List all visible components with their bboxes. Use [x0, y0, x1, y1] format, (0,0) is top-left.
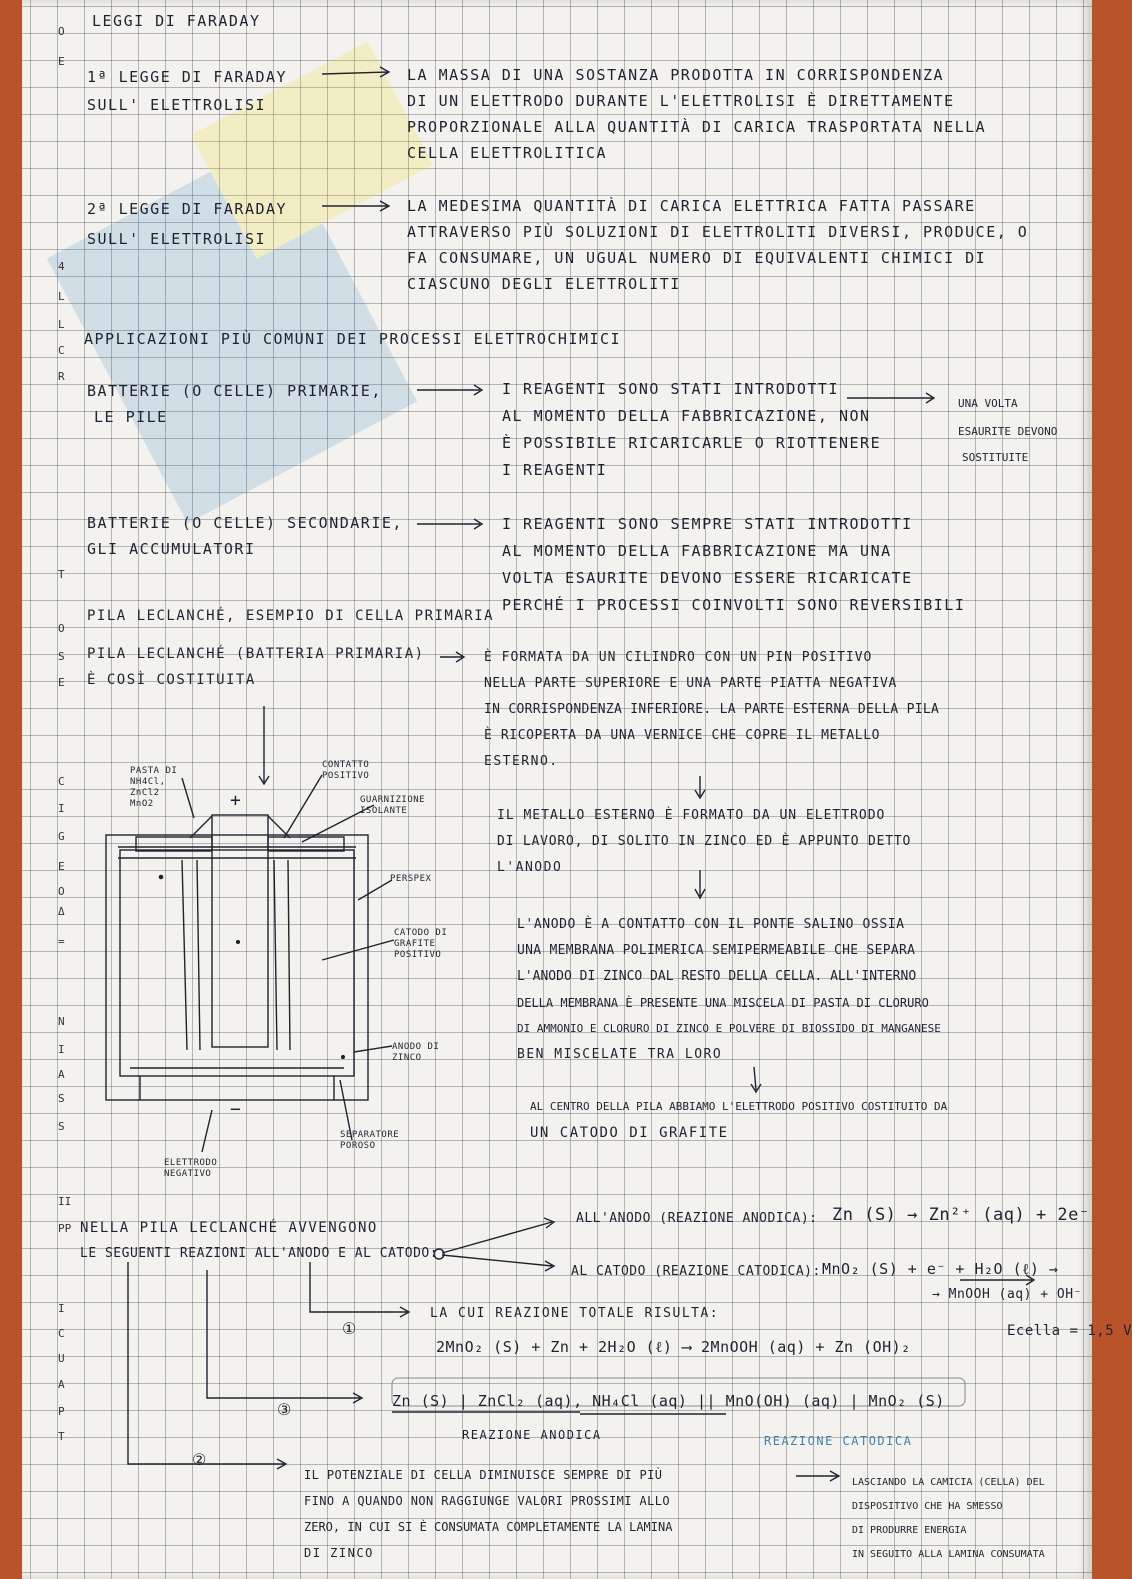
- margin-letter: R: [58, 370, 65, 383]
- arrow-down-3: [751, 1067, 761, 1092]
- margin-letter: 4: [58, 260, 65, 273]
- arrow-law2: [322, 201, 389, 211]
- leclanche-p3-line1: L'ANODO È A CONTATTO CON IL PONTE SALINO OSSIA: [517, 917, 905, 932]
- leclanche-p2-line1: IL METALLO ESTERNO È FORMATO DA UN ELETTRODO: [497, 808, 886, 823]
- margin-letter: P: [58, 1405, 65, 1418]
- circled-1: ①: [342, 1319, 358, 1338]
- arrow-down-2: [695, 870, 705, 898]
- arrow-law1: [322, 67, 389, 77]
- arrow-notation: [207, 1270, 362, 1403]
- leclanche-p3-line5: DI AMMONIO E CLORURO DI ZINCO E POLVERE DI BIOSSIDO DI MANGANESE: [517, 1022, 941, 1035]
- drawings-layer: [22, 0, 1092, 1579]
- arrow-to-diagram: [259, 706, 269, 784]
- margin-letter: E: [58, 860, 65, 873]
- margin-letter: S: [58, 650, 65, 663]
- side-note-line2: DISPOSITIVO CHE HA SMESSO: [852, 1501, 1003, 1512]
- margin-letter: L: [58, 290, 65, 303]
- arrow-side-note: [796, 1471, 839, 1481]
- margin-letter: I: [58, 802, 65, 815]
- margin-letter: PP: [58, 1222, 72, 1235]
- margin-letter: II: [58, 1195, 72, 1208]
- label-paste: PASTA DI NH4Cl, ZnCl2 MnO2: [130, 766, 178, 809]
- law2-text-line1: LA MEDESIMA QUANTITÀ DI CARICA ELETTRICA FATTA PASSARE: [407, 197, 976, 215]
- potential-line1: IL POTENZIALE DI CELLA DIMINUISCE SEMPRE DI PIÙ: [304, 1468, 663, 1482]
- margin-letter: U: [58, 1352, 65, 1365]
- law1-text-line1: LA MASSA DI UNA SOSTANZA PRODOTTA IN CORRISPONDENZA: [407, 66, 945, 84]
- margin-letter: O: [58, 885, 65, 898]
- anode-equation: Zn (S) → Zn²⁺ (aq) + 2e⁻: [832, 1205, 1090, 1225]
- primary-text-line1: I REAGENTI SONO STATI INTRODOTTI: [502, 380, 839, 398]
- cathode-label: AL CATODO (REAZIONE CATODICA):: [571, 1264, 821, 1279]
- side-note-line4: IN SEGUITO ALLA LAMINA CONSUMATA: [852, 1549, 1045, 1560]
- secondary-text-line3: VOLTA ESAURITE DEVONO ESSERE RICARICATE: [502, 569, 913, 587]
- primary-side-line2: ESAURITE DEVONO: [958, 425, 1058, 438]
- potential-line3: ZERO, IN CUI SI È CONSUMATA COMPLETAMENTE LA LAMINA: [304, 1520, 673, 1534]
- law2-title-line2: SULL' ELETTROLISI: [87, 230, 267, 248]
- arrow-secondary: [417, 519, 482, 529]
- anodic-label: REAZIONE ANODICA: [462, 1428, 602, 1442]
- leclanche-p2-line3: L'ANODO: [497, 860, 563, 875]
- margin-letter: G: [58, 830, 65, 843]
- side-note-line3: DI PRODURRE ENERGIA: [852, 1525, 967, 1536]
- ecell-value: Ecella = 1,5 V: [1007, 1323, 1132, 1339]
- leclanche-p3-line2: UNA MEMBRANA POLIMERICA SEMIPERMEABILE CHE SEPARA: [517, 943, 916, 958]
- law1-title-line2: SULL' ELETTROLISI: [87, 96, 267, 114]
- margin-letter: C: [58, 1327, 65, 1340]
- margin-letter: E: [58, 676, 65, 689]
- arrow-down-1: [695, 776, 705, 798]
- primary-title-line2: LE PILE: [94, 408, 168, 426]
- law1-text-line4: CELLA ELETTROLITICA: [407, 144, 608, 162]
- margin-letter: L: [58, 318, 65, 331]
- secondary-text-line4: PERCHÉ I PROCESSI COINVOLTI SONO REVERSIBILI: [502, 596, 966, 614]
- primary-text-line3: È POSSIBILE RICARICARLE O RIOTTENERE: [502, 434, 882, 452]
- minus-sign: −: [230, 1099, 243, 1120]
- side-note-line1: LASCIANDO LA CAMICIA (CELLA) DEL: [852, 1477, 1045, 1488]
- margin-letter: C: [58, 775, 65, 788]
- label-membrane: SEPARATORE POROSO: [340, 1130, 400, 1151]
- arrow-primary: [417, 385, 482, 395]
- margin-letter: I: [58, 1043, 65, 1056]
- secondary-title-line2: GLI ACCUMULATORI: [87, 540, 256, 558]
- cathode-equation: MnO₂ (S) + e⁻ + H₂O (ℓ) →: [822, 1260, 1059, 1278]
- leclanche-p4-line1: AL CENTRO DELLA PILA ABBIAMO L'ELETTRODO POSITIVO COSTITUITO DA: [530, 1100, 948, 1113]
- leclanche-title-line1: PILA LECLANCHÉ (BATTERIA PRIMARIA): [87, 646, 425, 662]
- applications-title: APPLICAZIONI PIÙ COMUNI DEI PROCESSI ELETTROCHIMICI: [84, 330, 622, 348]
- margin-letter: O: [58, 622, 65, 635]
- margin-letter: Δ: [58, 905, 65, 918]
- battery-outer: [106, 835, 368, 1100]
- leclanche-p4-line2: UN CATODO DI GRAFITE: [530, 1125, 729, 1141]
- margin-letter: S: [58, 1120, 65, 1133]
- margin-letter: T: [58, 1430, 65, 1443]
- anode-label: ALL'ANODO (REAZIONE ANODICA):: [576, 1211, 818, 1226]
- law2-text-line3: FA CONSUMARE, UN UGUAL NUMERO DI EQUIVALENTI CHIMICI DI: [407, 249, 987, 267]
- law1-text-line3: PROPORZIONALE ALLA QUANTITÀ DI CARICA TRASPORTATA NELLA: [407, 118, 987, 136]
- label-negative: ELETTRODO NEGATIVO: [164, 1158, 218, 1179]
- secondary-text-line2: AL MOMENTO DELLA FABBRICAZIONE MA UNA: [502, 542, 892, 560]
- arrow-primary-side: [847, 393, 934, 403]
- primary-side-line3: SOSTITUITE: [962, 451, 1029, 464]
- law2-title-line1: 2ª LEGGE DI FARADAY: [87, 200, 288, 218]
- leclanche-p3-line4: DELLA MEMBRANA È PRESENTE UNA MISCELA DI PASTA DI CLORURO: [517, 996, 929, 1010]
- primary-side-line1: UNA VOLTA: [958, 397, 1018, 410]
- circled-2: ②: [192, 1450, 208, 1469]
- arrow-total: [310, 1262, 409, 1317]
- leclanche-p1-line5: ESTERNO.: [484, 754, 559, 769]
- secondary-text-line1: I REAGENTI SONO SEMPRE STATI INTRODOTTI: [502, 515, 913, 533]
- margin-letter: N: [58, 1015, 65, 1028]
- law1-title-line1: 1ª LEGGE DI FARADAY: [87, 68, 288, 86]
- law2-text-line4: CIASCUNO DEGLI ELETTROLITI: [407, 275, 681, 293]
- leclanche-title-line2: È COSÌ COSTITUITA: [87, 672, 256, 688]
- leclanche-heading: PILA LECLANCHÉ, ESEMPIO DI CELLA PRIMARIA: [87, 608, 495, 624]
- margin-letter: =: [58, 935, 65, 948]
- reactions-intro-line2: LE SEGUENTI REAZIONI ALL'ANODO E AL CATODO:: [80, 1246, 439, 1261]
- margin-letter: C: [58, 344, 65, 357]
- margin-letter: E: [58, 55, 65, 68]
- potential-line2: FINO A QUANDO NON RAGGIUNGE VALORI PROSSIMI ALLO: [304, 1494, 670, 1508]
- leclanche-p1-line1: È FORMATA DA UN CILINDRO CON UN PIN POSITIVO: [484, 650, 873, 665]
- law2-text-line2: ATTRAVERSO PIÙ SOLUZIONI DI ELETTROLITI DIVERSI, PRODUCE, O: [407, 223, 1029, 241]
- arrow-anode: [442, 1218, 554, 1253]
- total-label: LA CUI REAZIONE TOTALE RISULTA:: [430, 1306, 720, 1321]
- leclanche-p1-line3: IN CORRISPONDENZA INFERIORE. LA PARTE ESTERNA DELLA PILA: [484, 702, 940, 717]
- leclanche-p2-line2: DI LAVORO, DI SOLITO IN ZINCO ED È APPUNTO DETTO: [497, 834, 912, 849]
- leclanche-p1-line2: NELLA PARTE SUPERIORE E UNA PARTE PIATTA NEGATIVA: [484, 676, 897, 691]
- label-positive-contact: CONTATTO POSITIVO: [322, 760, 370, 781]
- primary-text-line4: I REAGENTI: [502, 461, 608, 479]
- plus-sign: +: [230, 790, 243, 811]
- margin-letter: A: [58, 1378, 65, 1391]
- label-graphite: CATODO DI GRAFITE POSITIVO: [394, 928, 448, 960]
- arrow-leclanche: [440, 652, 464, 662]
- circled-3: ③: [277, 1400, 293, 1419]
- label-separator: PERSPEX: [390, 874, 432, 884]
- cell-notation: Zn (S) | ZnCl₂ (aq), NH₄Cl (aq) || MnO(OH) (aq) | MnO₂ (S): [392, 1392, 945, 1410]
- battery-diagram: [106, 775, 394, 1152]
- cathodic-label: REAZIONE CATODICA: [764, 1434, 913, 1448]
- primary-text-line2: AL MOMENTO DELLA FABBRICAZIONE, NON: [502, 407, 871, 425]
- margin-letter: I: [58, 1302, 65, 1315]
- law1-text-line2: DI UN ELETTRODO DURANTE L'ELETTROLISI È DIRETTAMENTE: [407, 92, 955, 110]
- reactions-intro-line1: NELLA PILA LECLANCHÉ AVVENGONO: [80, 1220, 378, 1236]
- margin-letter: O: [58, 25, 65, 38]
- leclanche-p1-line4: È RICOPERTA DA UNA VERNICE CHE COPRE IL METALLO: [484, 728, 881, 743]
- total-equation: 2MnO₂ (S) + Zn + 2H₂O (ℓ) ⟶ 2MnOOH (aq) + Zn (OH)₂: [436, 1338, 911, 1356]
- leclanche-p3-line3: L'ANODO DI ZINCO DAL RESTO DELLA CELLA. ALL'INTERNO: [517, 969, 917, 984]
- margin-letter: A: [58, 1068, 65, 1081]
- leclanche-p3-line6: BEN MISCELATE TRA LORO: [517, 1047, 723, 1062]
- page-title: LEGGI DI FARADAY: [92, 12, 261, 30]
- margin-letter: T: [58, 568, 65, 581]
- label-zinc: ANODO DI ZINCO: [392, 1042, 440, 1063]
- notebook-page: [22, 0, 1132, 1579]
- secondary-title-line1: BATTERIE (O CELLE) SECONDARIE,: [87, 514, 403, 532]
- primary-title-line1: BATTERIE (O CELLE) PRIMARIE,: [87, 382, 382, 400]
- potential-line4: DI ZINCO: [304, 1546, 374, 1560]
- label-seal: GUARNIZIONE ISOLANTE: [360, 795, 426, 816]
- margin-letter: S: [58, 1092, 65, 1105]
- cathode-equation-line2: → MnOOH (aq) + OH⁻: [932, 1287, 1082, 1302]
- arrow-cathode: [442, 1255, 554, 1271]
